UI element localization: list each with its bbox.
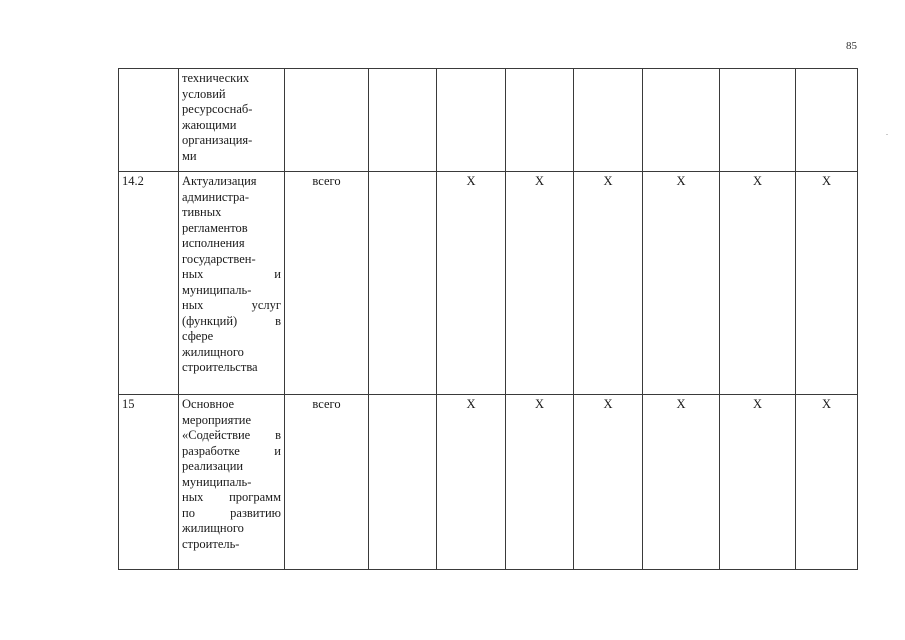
- mark-cell: X: [720, 172, 796, 395]
- activity-name-line: администра-: [182, 189, 250, 204]
- funding-source-cell: [285, 69, 369, 172]
- row-number-cell: 14.2: [119, 172, 179, 395]
- activity-name-line: разработке и: [182, 443, 281, 458]
- activity-name-line: организация-: [182, 133, 253, 147]
- mark-cell: [643, 69, 720, 172]
- mark-cell: X: [574, 395, 643, 570]
- activity-name-cell: [179, 395, 285, 570]
- activity-name-line: исполнения: [182, 236, 245, 250]
- activity-name-line: ми: [182, 148, 197, 163]
- activity-name-line: сфере: [182, 329, 214, 343]
- table-body: [119, 69, 858, 570]
- page-number: 85: [846, 40, 857, 52]
- table-row: [119, 395, 858, 570]
- row-number-cell: 15: [119, 395, 179, 570]
- activity-name-line: условий: [182, 86, 226, 101]
- table-row: [119, 69, 858, 172]
- mark-cell: X: [796, 172, 858, 395]
- activity-name-line: ресурсоснаб-: [182, 102, 253, 116]
- program-table: [118, 68, 858, 570]
- funding-source-cell: всего: [285, 172, 369, 395]
- activity-name-line: по развитию: [182, 505, 281, 520]
- activity-name-line: тивных: [182, 205, 222, 219]
- mark-cell: X: [643, 395, 720, 570]
- activity-name-cell: [179, 172, 285, 395]
- activity-name-line: «Содействие в: [182, 428, 281, 442]
- mark-cell: [574, 69, 643, 172]
- activity-name-line: жилищного: [182, 521, 244, 535]
- mark-cell: X: [720, 395, 796, 570]
- activity-name-line: (функций) в: [182, 313, 281, 328]
- activity-name-line: ных программ: [182, 490, 281, 504]
- mark-cell: [369, 69, 437, 172]
- row-number-cell: [119, 69, 179, 172]
- mark-cell: [437, 69, 506, 172]
- activity-name-line: муниципаль-: [182, 282, 252, 297]
- activity-name-line: Основное: [182, 397, 235, 411]
- activity-name-line: реализации: [182, 459, 244, 473]
- activity-name-line: строитель-: [182, 536, 240, 551]
- mark-cell: [369, 172, 437, 395]
- mark-cell: X: [437, 172, 506, 395]
- mark-cell: X: [437, 395, 506, 570]
- activity-name-line: строительства: [182, 360, 258, 374]
- mark-cell: [796, 69, 858, 172]
- table-row: [119, 172, 858, 395]
- activity-name-line: жающими: [182, 117, 237, 132]
- activity-name-cell: [179, 69, 285, 172]
- mark-cell: [369, 395, 437, 570]
- activity-name-line: ных услуг: [182, 298, 281, 312]
- funding-source-cell: всего: [285, 395, 369, 570]
- activity-name-line: ных и: [182, 267, 281, 281]
- mark-cell: X: [506, 395, 574, 570]
- activity-name-line: мероприятие: [182, 412, 252, 427]
- activity-name-line: муниципаль-: [182, 474, 252, 489]
- margin-mark: .: [886, 128, 888, 137]
- activity-name-line: технических: [182, 71, 250, 85]
- mark-cell: X: [506, 172, 574, 395]
- mark-cell: X: [796, 395, 858, 570]
- activity-name-line: Актуализация: [182, 174, 257, 188]
- mark-cell: X: [643, 172, 720, 395]
- mark-cell: [720, 69, 796, 172]
- activity-name-line: жилищного: [182, 344, 244, 359]
- activity-name-line: государствен-: [182, 251, 256, 266]
- mark-cell: [506, 69, 574, 172]
- mark-cell: X: [574, 172, 643, 395]
- activity-name-line: регламентов: [182, 220, 248, 235]
